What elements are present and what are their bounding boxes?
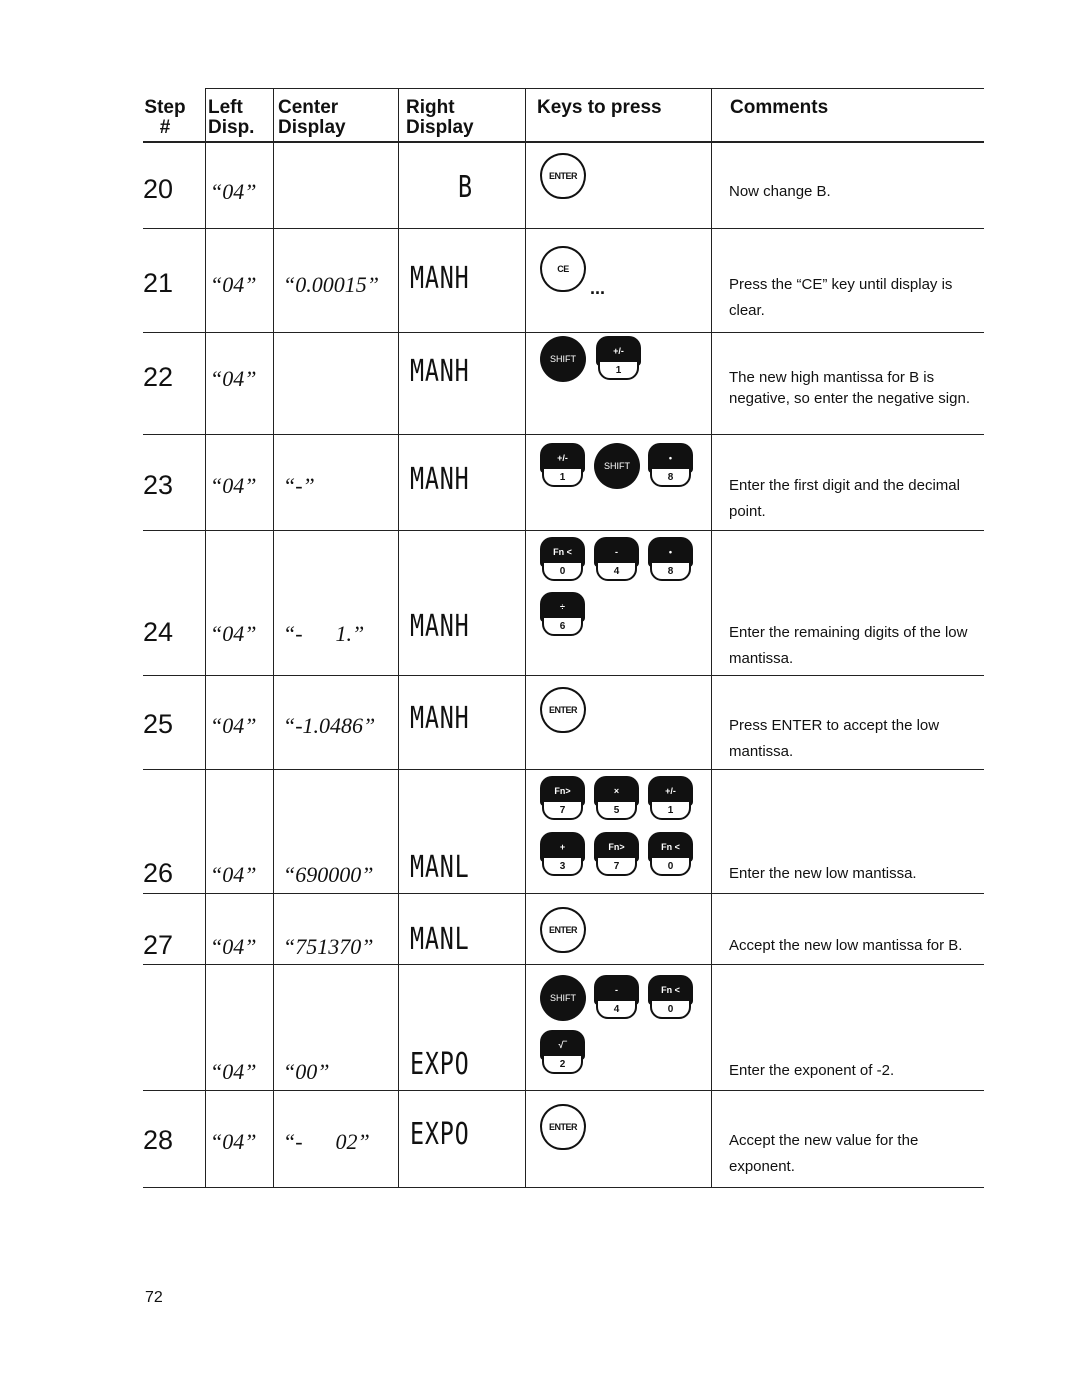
step-number: 23	[143, 470, 174, 500]
divide-6-key-icon: ÷ 6	[540, 592, 585, 638]
step-number: 28	[143, 1125, 174, 1155]
center-display: “751370”	[283, 934, 374, 959]
fn-right-7-key-icon: Fn> 7	[540, 776, 585, 822]
enter-key-icon: ENTER	[540, 1104, 586, 1150]
right-display: MANH	[410, 701, 470, 736]
row-rule	[143, 893, 984, 894]
left-display: “04”	[210, 1059, 257, 1084]
comment: Press ENTER to accept the low mantissa.	[729, 717, 940, 760]
dot-8-key-icon: • 8	[648, 537, 693, 583]
header-center-display: Center Display	[278, 97, 346, 138]
col-divider	[398, 88, 399, 1188]
fn-left-0-key-icon: Fn < 0	[540, 537, 585, 583]
step-number: 21	[143, 268, 174, 298]
center-display: “-1.0486”	[283, 713, 376, 738]
plus-3-key-icon: + 3	[540, 832, 585, 878]
left-display: “04”	[210, 621, 257, 646]
right-display: EXPO	[410, 1117, 470, 1152]
comment: Enter the exponent of -2.	[729, 1062, 895, 1079]
comment: Press the “CE” key until display is clear.	[729, 276, 953, 319]
header-bottom-rule	[143, 141, 984, 143]
header-keys-to-press: Keys to press	[537, 97, 662, 118]
plus-minus-1-key-icon: +/- 1	[648, 776, 693, 822]
times-5-key-icon: × 5	[594, 776, 639, 822]
right-display: B	[458, 170, 473, 205]
table-top-rule	[205, 88, 984, 89]
fn-left-0-key-icon: Fn < 0	[648, 832, 693, 878]
shift-key-icon: SHIFT	[540, 975, 586, 1021]
row-rule	[143, 530, 984, 531]
minus-4-key-icon: - 4	[594, 537, 639, 583]
table-bottom-rule	[143, 1187, 984, 1188]
sqrt-2-key-icon: √‾ 2	[540, 1030, 585, 1076]
right-display: MANL	[410, 850, 470, 885]
center-display: “00”	[283, 1059, 330, 1084]
header-right-display: Right Display	[406, 97, 474, 138]
right-display: EXPO	[410, 1047, 470, 1082]
left-display: “04”	[210, 473, 257, 498]
left-display: “04”	[210, 272, 257, 297]
comment: Enter the remaining digits of the low mantissa.	[729, 624, 968, 667]
center-display: “- 1.”	[283, 621, 365, 646]
dot-8-key-icon: • 8	[648, 443, 693, 489]
right-display: MANL	[410, 922, 470, 957]
center-display: “- 02”	[283, 1129, 370, 1154]
left-display: “04”	[210, 713, 257, 738]
right-display: MANH	[410, 261, 470, 296]
row-rule	[143, 228, 984, 229]
step-number: 25	[143, 709, 174, 739]
comment: Enter the new low mantissa.	[729, 865, 917, 882]
step-number: 20	[143, 174, 174, 204]
step-number: 22	[143, 362, 174, 392]
minus-4-key-icon: - 4	[594, 975, 639, 1021]
plus-minus-1-key-icon: +/- 1	[596, 336, 641, 382]
ce-key-icon: CE	[540, 246, 586, 292]
comment: Now change B.	[729, 183, 831, 200]
row-rule	[143, 332, 984, 333]
shift-key-icon: SHIFT	[594, 443, 640, 489]
step-number: 26	[143, 858, 174, 888]
page-number: 72	[145, 1289, 163, 1306]
ellipsis-icon: ...	[590, 278, 606, 298]
col-divider	[273, 88, 274, 1188]
row-rule	[143, 675, 984, 676]
center-display: “690000”	[283, 862, 374, 887]
comment: The new high mantissa for B is negative, so enter the negative sign.	[729, 369, 970, 407]
step-number: 27	[143, 930, 174, 960]
enter-key-icon: ENTER	[540, 907, 586, 953]
row-rule	[143, 1090, 984, 1091]
fn-left-0-key-icon: Fn < 0	[648, 975, 693, 1021]
comment: Accept the new low mantissa for B.	[729, 937, 963, 954]
col-divider	[205, 88, 206, 1188]
header-step: Step #	[144, 97, 186, 138]
left-display: “04”	[210, 1129, 257, 1154]
right-display: MANH	[410, 609, 470, 644]
row-rule	[143, 964, 984, 965]
shift-key-icon: SHIFT	[540, 336, 586, 382]
header-comments: Comments	[730, 97, 829, 118]
col-divider	[711, 88, 712, 1188]
left-display: “04”	[210, 862, 257, 887]
col-divider	[525, 88, 526, 1188]
row-rule	[143, 434, 984, 435]
fn-right-7-key-icon: Fn> 7	[594, 832, 639, 878]
step-number: 24	[143, 617, 174, 647]
comment: Accept the new value for the exponent.	[729, 1132, 919, 1175]
comment: Enter the first digit and the decimal point.	[729, 477, 960, 520]
header-left-disp: Left Disp.	[208, 97, 255, 138]
center-display: “-”	[283, 473, 315, 498]
enter-key-icon: ENTER	[540, 687, 586, 733]
plus-minus-1-key-icon: +/- 1	[540, 443, 585, 489]
enter-key-icon: ENTER	[540, 153, 586, 199]
center-display: “0.00015”	[283, 272, 379, 297]
left-display: “04”	[210, 366, 257, 391]
right-display: MANH	[410, 354, 470, 389]
row-rule	[143, 769, 984, 770]
left-display: “04”	[210, 179, 257, 204]
right-display: MANH	[410, 462, 470, 497]
left-display: “04”	[210, 934, 257, 959]
